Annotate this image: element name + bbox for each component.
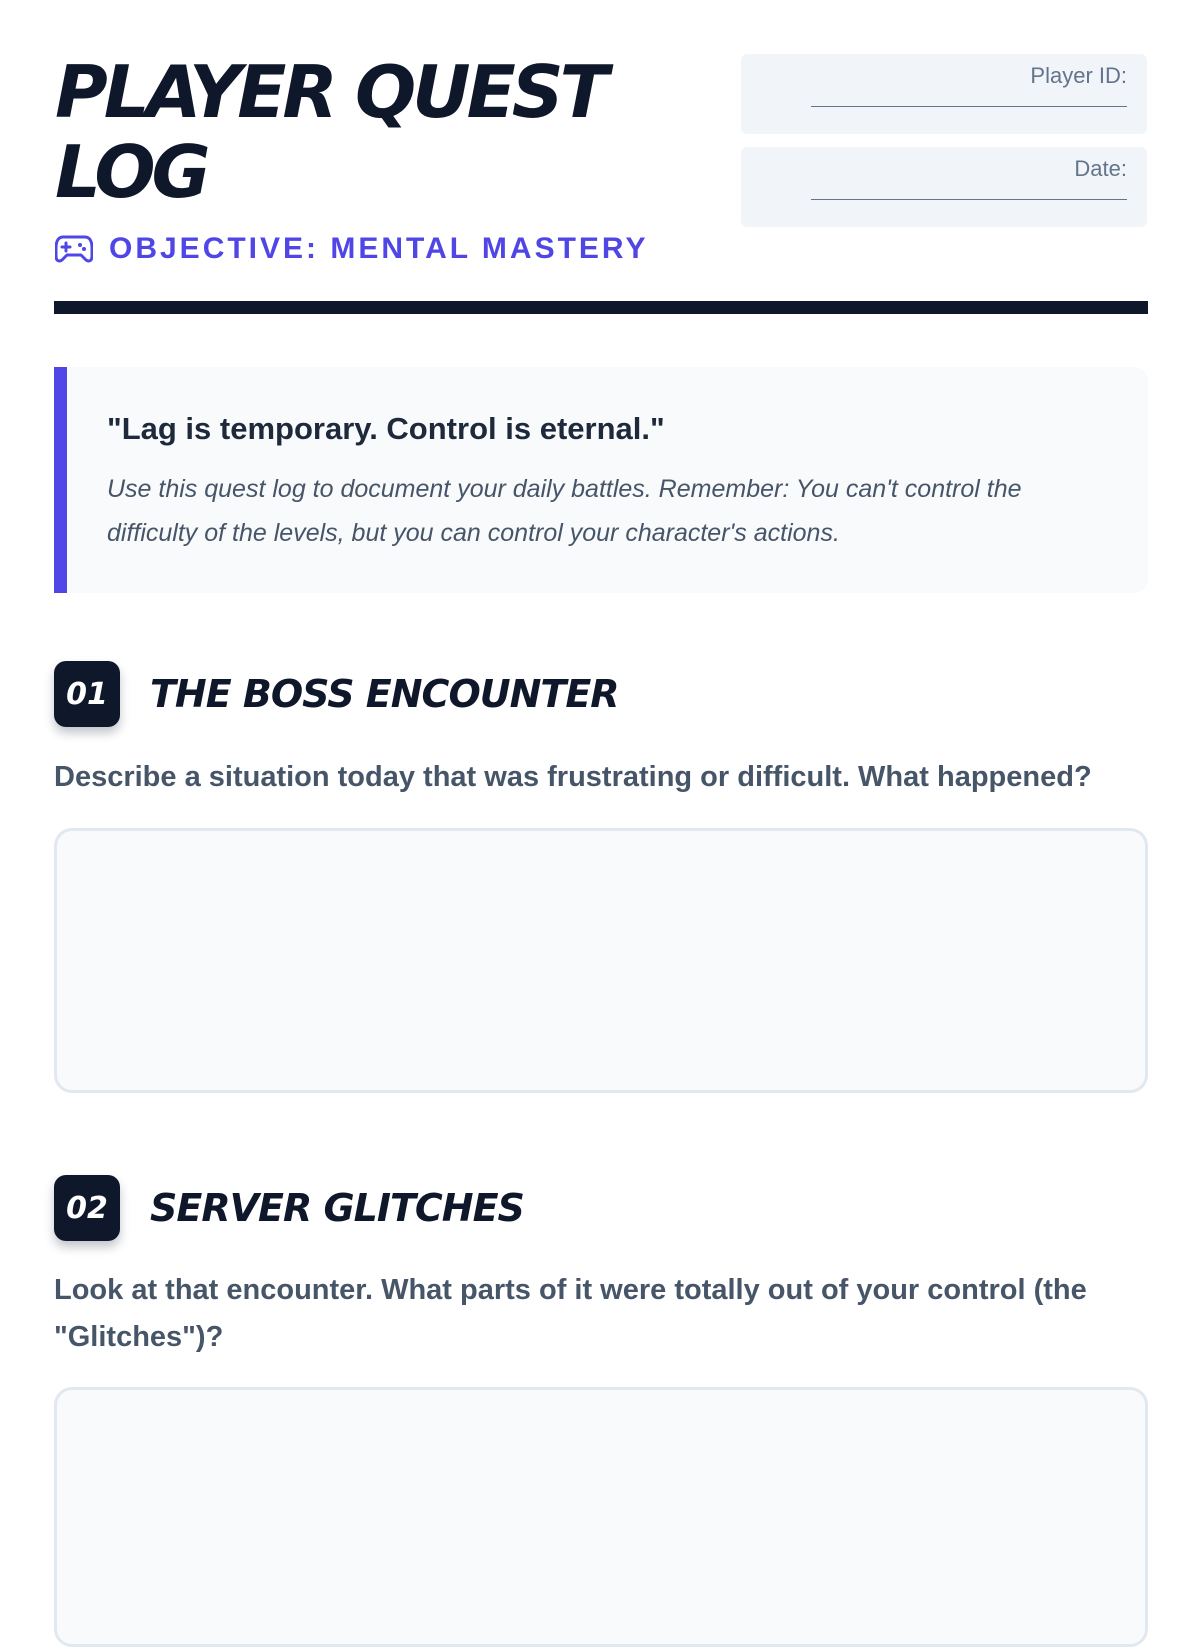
page-title: PLAYER QUEST LOG <box>55 50 605 214</box>
player-id-line <box>811 106 1127 107</box>
answer-box-server-glitches[interactable] <box>54 1387 1148 1647</box>
player-id-field[interactable] <box>741 54 1147 134</box>
gamepad-icon <box>55 234 93 264</box>
section-header-2 <box>54 1175 524 1241</box>
section-number-badge: 02 <box>54 1175 120 1241</box>
date-label: Date: <box>1074 156 1127 181</box>
quote-box <box>54 367 1148 593</box>
date-field[interactable] <box>741 147 1147 227</box>
quote-text: "Lag is temporary. Control is eternal." <box>107 411 665 446</box>
date-line <box>811 199 1127 200</box>
section-prompt: Describe a situation today that was frustrating or difficult. What happened? <box>54 761 1092 793</box>
section-title: SERVER GLITCHES <box>150 1186 524 1230</box>
objective-line <box>55 232 648 266</box>
section-header-1 <box>54 661 619 727</box>
quote-instructions: Use this quest log to document your daily battles. Remember: You can't control the difficulty of the levels, but you can control your character's actions. <box>107 475 1022 547</box>
answer-box-boss-encounter[interactable] <box>54 828 1148 1093</box>
header-divider <box>54 301 1148 314</box>
section-number-badge: 01 <box>54 661 120 727</box>
section-title: THE BOSS ENCOUNTER <box>150 672 619 716</box>
objective-text: OBJECTIVE: MENTAL MASTERY <box>109 232 649 265</box>
player-id-label: Player ID: <box>1030 63 1127 88</box>
section-prompt: Look at that encounter. What parts of it were totally out of your control (the "Glitches")? <box>54 1274 1087 1353</box>
